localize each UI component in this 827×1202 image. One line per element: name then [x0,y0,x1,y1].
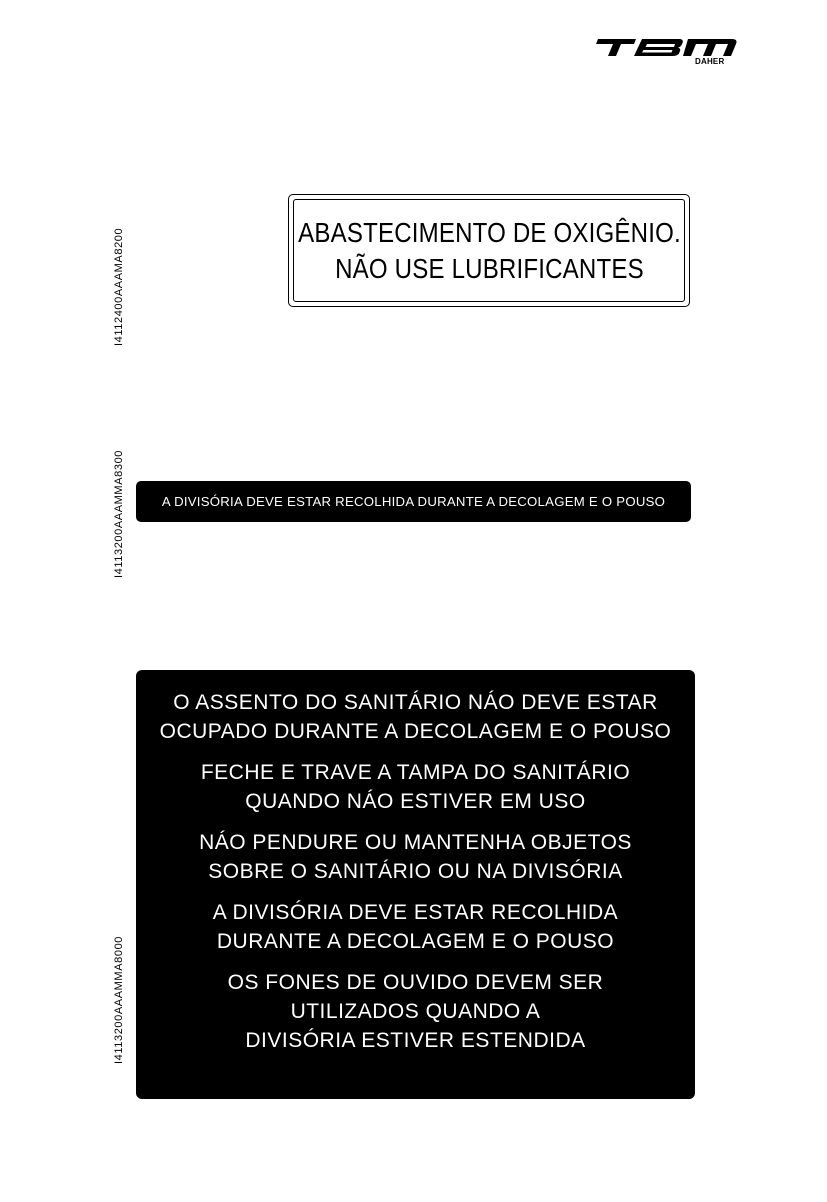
placard-line: NÃO USE LUBRIFICANTES [334,252,644,284]
placard-group [136,758,695,816]
placard-line: UTILIZADOS QUANDO A [290,1000,541,1023]
placard-line: O ASSENTO DO SANITÁRIO NÁO DEVE ESTAR [173,691,658,714]
tbm-logo-mark [592,36,742,58]
placard-line: DURANTE A DECOLAGEM E O POUSO [216,930,615,953]
placard-line: ABASTECIMENTO DE OXIGÊNIO. [297,216,681,248]
reference-code: I4113200AAAMMA8300 [113,449,125,578]
placard-line: A DIVISÓRIA DEVE ESTAR RECOLHIDA DURANTE A DECOLAGEM E O POUSO [161,494,666,509]
placard-group [136,898,695,956]
placard-line: OCUPADO DURANTE A DECOLAGEM E O POUSO [159,720,672,743]
divider-placard [136,481,691,522]
reference-code: I4112400AAAMA8200 [113,227,125,346]
placard-line: QUANDO NÁO ESTIVER EM USO [245,790,586,813]
placard-group [136,828,695,886]
placard-line: SOBRE O SANITÁRIO OU NA DIVISÓRIA [208,860,623,883]
daher-wordmark: DAHER [695,57,725,66]
placard-line: DIVISÓRIA ESTIVER ESTENDIDA [245,1029,586,1052]
toilet-placard [136,670,695,1099]
reference-code: I4113200AAAMMA8000 [113,935,125,1064]
placard-line: OS FONES DE OUVIDO DEVEM SER [227,971,604,994]
placard-line: NÁO PENDURE OU MANTENHA OBJETOS [199,831,632,854]
tbm-daher-logo [592,36,742,76]
oxygen-placard [288,194,690,307]
placard-group [136,968,695,1055]
placard-line: A DIVISÓRIA DEVE ESTAR RECOLHIDA [212,901,619,924]
placard-line: FECHE E TRAVE A TAMPA DO SANITÁRIO [200,761,631,784]
oxygen-placard-inner-border [293,199,685,302]
placard-group [136,688,695,746]
